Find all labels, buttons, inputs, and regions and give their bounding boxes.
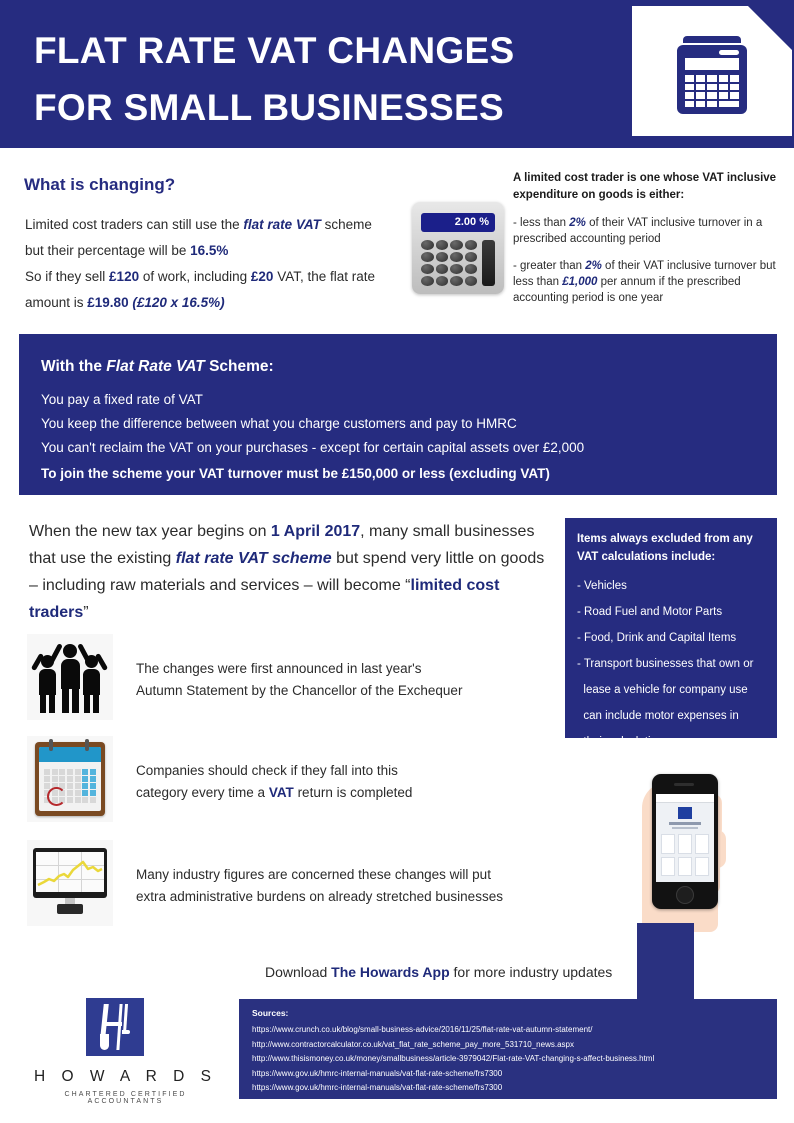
sources-box	[239, 999, 777, 1099]
monitor-chart-icon	[27, 840, 113, 926]
app-logo-icon	[678, 807, 692, 819]
scheme-title-pre: With the	[41, 358, 107, 375]
logo-subtitle: CHARTERED CERTIFIED ACCOUNTANTS	[64, 1091, 187, 1105]
calendar-face	[39, 747, 101, 811]
excluded-item: - Road Fuel and Motor Parts	[577, 606, 723, 618]
sources-list	[252, 1023, 654, 1096]
calculator-card	[632, 6, 792, 136]
scheme-title-em: Flat Rate VAT	[106, 358, 205, 375]
excluded-item: their calculations.	[577, 736, 673, 748]
page-title	[34, 22, 634, 136]
blue-connector-stem	[637, 923, 694, 1003]
wc-l2a: but their percentage will be	[25, 243, 191, 258]
ty-em: flat rate VAT scheme	[175, 550, 332, 567]
lct-b1-pre: - less than	[513, 217, 570, 229]
phone-screen	[656, 794, 714, 882]
app-tile-grid	[661, 834, 709, 876]
source-url[interactable]: https://www.gov.uk/hmrc-internal-manuals/vat-flat-rate-scheme/frs7300	[252, 1068, 503, 1078]
smartphone	[652, 774, 718, 909]
wc-l3d: £20	[250, 269, 274, 284]
header-banner	[0, 0, 794, 148]
fact-row-1-text	[136, 658, 462, 702]
calendar-date-circle	[47, 787, 66, 806]
scheme-line-3: You can't reclaim the VAT on your purchases - except for certain capital assets over £2,000	[41, 440, 585, 455]
scheme-line-1: You pay a fixed rate of VAT	[41, 392, 203, 407]
monitor-shape	[33, 848, 107, 918]
excluded-title: Items always excluded from any VAT calculations include:	[577, 533, 753, 563]
wc-l3a: So if they sell	[25, 269, 110, 284]
fact-row-3-line-2: extra administrative burdens on already stretched businesses	[136, 889, 503, 904]
lct-bullet-2	[513, 258, 785, 306]
desk-calculator-image	[412, 202, 504, 294]
what-is-changing-body	[25, 212, 445, 316]
wc-l3c: of work, including	[139, 269, 251, 284]
logo-company-name: H O W A R D S	[33, 1068, 218, 1085]
wc-l4c: (£120 x 16.5%)	[128, 295, 225, 310]
wc-l4a: amount is	[25, 295, 88, 310]
lct-bullet-1	[513, 215, 785, 247]
fact-row-1-line-1: The changes were first announced in last year's	[136, 661, 422, 676]
calculator-icon	[677, 36, 747, 114]
calculator-keypad	[421, 240, 477, 286]
calendar-ring-right	[85, 739, 89, 751]
limited-cost-trader-panel	[513, 170, 785, 306]
flat-rate-scheme-box	[19, 334, 777, 495]
app-tagline	[672, 827, 698, 829]
sources-title: Sources:	[252, 1008, 289, 1018]
download-pre: Download	[265, 964, 332, 980]
calculator-display: 2.00 %	[421, 213, 495, 232]
download-app-name: The Howards App	[331, 964, 450, 980]
lct-b1-em: 2%	[569, 217, 586, 229]
excluded-item: - Vehicles	[577, 580, 627, 592]
lct-b2-mid: of their VAT inclusive turnover but less than	[513, 260, 776, 288]
calculator-body	[677, 45, 747, 114]
fact-row-2-line-2a: category every time a	[136, 785, 269, 800]
wc-l1a: Limited cost traders can still use the	[25, 217, 244, 232]
scheme-line-2: You keep the difference between what you charge customers and pay to HMRC	[41, 416, 517, 431]
monitor-base	[57, 904, 83, 914]
excluded-item: - Transport businesses that own or	[577, 658, 754, 670]
ty-term: limited cost traders	[29, 577, 500, 621]
source-url[interactable]: http://www.thisismoney.co.uk/money/smallbusiness/article-3979042/Flat-rate-VAT-changing-s-affect-business.html	[252, 1054, 655, 1063]
people-figures	[35, 641, 105, 713]
source-url[interactable]: https://www.crunch.co.uk/blog/small-business-advice/2016/11/25/flat-rate-vat-autumn-statement/	[252, 1025, 593, 1034]
fact-row-1-line-2: Autumn Statement by the Chancellor of the Exchequer	[136, 683, 463, 698]
calendar-ring-left	[49, 739, 53, 751]
ty-p1: When the new tax year begins on	[29, 523, 271, 540]
excluded-item: - Food, Drink and Capital Items	[577, 632, 737, 644]
wc-l4b: £19.80	[87, 295, 129, 310]
calculator-lid	[683, 36, 741, 43]
fact-row-2-line-2b: return is completed	[293, 785, 413, 800]
fact-row-2-text	[136, 760, 412, 804]
logo-mark	[86, 998, 144, 1056]
app-wordmark	[669, 822, 701, 825]
fact-row-2-vat: VAT	[268, 785, 294, 800]
logo-h-glyph	[98, 1004, 132, 1050]
ty-p4: ”	[83, 604, 89, 621]
lct-b2-em: 2%	[585, 260, 602, 272]
source-url[interactable]: http://www.contractorcalculator.co.uk/vat_flat_rate_scheme_pay_more_531710_news.aspx	[252, 1039, 574, 1049]
excluded-list	[577, 573, 773, 755]
phone-speaker	[674, 783, 694, 786]
wc-l1b: flat rate VAT	[243, 217, 321, 232]
what-is-changing-heading: What is changing?	[24, 175, 176, 194]
ty-p2: , many small businesses that use the existing	[29, 523, 535, 567]
tax-year-paragraph	[29, 518, 554, 626]
lct-b1-post: of their VAT inclusive turnover in a prescribed accounting period	[513, 217, 763, 245]
title-line-1: FLAT RATE VAT CHANGES	[34, 30, 515, 71]
download-app-line	[265, 964, 612, 980]
excluded-item: lease a vehicle for company use	[577, 684, 748, 696]
excluded-item: can include motor expenses in	[577, 710, 739, 722]
source-url[interactable]: https://www.gov.uk/hmrc-internal-manuals/vat-flat-rate-scheme/frs7300	[252, 1083, 503, 1092]
fact-row-3-text	[136, 864, 503, 908]
ty-p3: but spend very little on goods – including raw materials and services – will become “	[29, 550, 545, 594]
page-fold-corner	[748, 6, 792, 50]
lct-b2-pre: - greater than	[513, 260, 586, 272]
calculator-keys	[685, 75, 739, 107]
download-post: for more industry updates	[449, 964, 613, 980]
wc-l3e: VAT, the flat rate	[273, 269, 375, 284]
line-chart-svg	[36, 852, 104, 892]
app-top-bar	[656, 794, 714, 803]
ty-date: 1 April 2017	[270, 523, 361, 540]
wc-l1c: scheme	[320, 217, 372, 232]
fact-row-3-line-1: Many industry figures are concerned these changes will put	[136, 867, 491, 882]
calculator-side-bar	[482, 240, 495, 286]
calculator-tab	[719, 50, 739, 55]
hand-holding-phone-icon	[634, 772, 794, 932]
title-line-2: FOR SMALL BUSINESSES	[34, 87, 504, 128]
calendar-icon	[27, 736, 113, 822]
wc-l2b: 16.5%	[190, 243, 229, 258]
lct-title: A limited cost trader is one whose VAT inclusive expenditure on goods is either:	[513, 172, 777, 201]
lct-b2-post: per annum if the prescribed accounting period is one year	[513, 276, 741, 304]
scheme-box-title	[41, 358, 274, 376]
calculator-screen	[685, 58, 739, 70]
phone-home-button	[676, 886, 694, 904]
lct-b2-em2: £1,000	[562, 276, 598, 288]
monitor-screen	[33, 848, 107, 898]
monitor-chart-area	[36, 852, 104, 892]
excluded-items-box	[565, 518, 777, 748]
scheme-title-post: Scheme:	[204, 358, 274, 375]
people-group-icon	[27, 634, 113, 720]
fact-row-2-line-1: Companies should check if they fall into this	[136, 763, 398, 778]
calendar-shape	[35, 742, 105, 816]
scheme-join-note: To join the scheme your VAT turnover must be £150,000 or less (excluding VAT)	[41, 466, 550, 481]
wc-l3b: £120	[109, 269, 140, 284]
scheme-benefit-list	[41, 388, 584, 460]
